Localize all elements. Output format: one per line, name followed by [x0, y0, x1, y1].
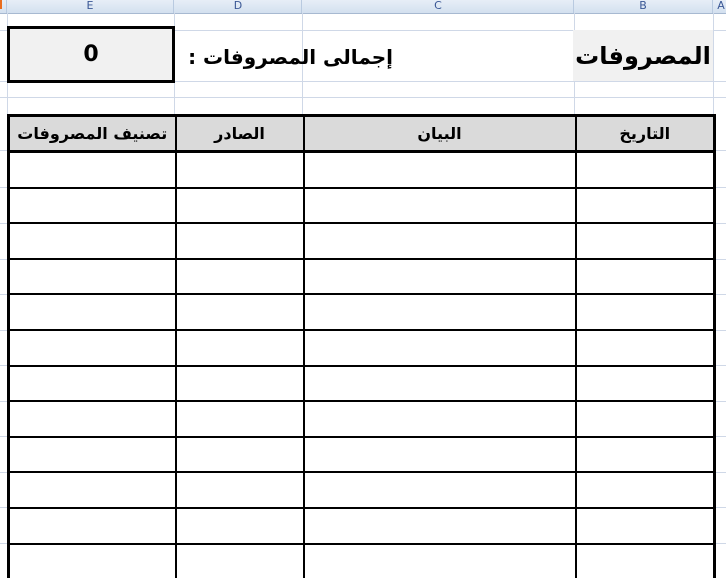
- header-date[interactable]: التاريخ: [576, 116, 715, 152]
- table-row: [9, 401, 715, 437]
- table-cell[interactable]: [304, 366, 576, 402]
- table-cell[interactable]: [9, 294, 176, 330]
- column-separator: [712, 0, 713, 13]
- column-separator: [173, 0, 174, 13]
- table-cell[interactable]: [304, 437, 576, 473]
- table-cell[interactable]: [176, 401, 304, 437]
- table-cell[interactable]: [9, 366, 176, 402]
- table-cell[interactable]: [9, 152, 176, 188]
- table-cell[interactable]: [576, 437, 715, 473]
- gridline: [0, 365, 7, 366]
- table-cell[interactable]: [9, 437, 176, 473]
- total-expenses-label: إجمالى المصروفات :: [188, 45, 393, 69]
- table-cell[interactable]: [576, 472, 715, 508]
- table-cell[interactable]: [304, 259, 576, 295]
- table-cell[interactable]: [176, 294, 304, 330]
- table-cell[interactable]: [304, 508, 576, 544]
- table-row: [9, 259, 715, 295]
- table-cell[interactable]: [304, 294, 576, 330]
- table-cell[interactable]: [576, 330, 715, 366]
- table-cell[interactable]: [176, 223, 304, 259]
- table-cell[interactable]: [304, 188, 576, 224]
- gridline: [0, 97, 726, 98]
- table-cell[interactable]: [304, 152, 576, 188]
- table-row: [9, 188, 715, 224]
- gridline: [0, 187, 7, 188]
- table-cell[interactable]: [9, 472, 176, 508]
- table-cell[interactable]: [176, 544, 304, 578]
- column-header-D[interactable]: D: [233, 0, 243, 12]
- sheet-title-cell[interactable]: المصروفات: [573, 30, 713, 81]
- table-cell[interactable]: [576, 259, 715, 295]
- table-cell[interactable]: [304, 223, 576, 259]
- table-cell[interactable]: [176, 366, 304, 402]
- table-cell[interactable]: [304, 472, 576, 508]
- table-cell[interactable]: [176, 437, 304, 473]
- corner-marker: [0, 0, 2, 9]
- table-cell[interactable]: [9, 330, 176, 366]
- table-cell[interactable]: [304, 544, 576, 578]
- table-row: [9, 152, 715, 188]
- gridline: [0, 436, 7, 437]
- gridline: [0, 507, 7, 508]
- column-header-C[interactable]: C: [434, 0, 442, 12]
- table-cell[interactable]: [9, 508, 176, 544]
- table-cell[interactable]: [576, 188, 715, 224]
- table-cell[interactable]: [176, 152, 304, 188]
- table-cell[interactable]: [576, 294, 715, 330]
- table-row: [9, 472, 715, 508]
- gridline: [0, 259, 7, 260]
- table-cell[interactable]: [576, 401, 715, 437]
- gridline: [0, 223, 7, 224]
- table-cell[interactable]: [176, 259, 304, 295]
- column-header-B[interactable]: B: [639, 0, 647, 12]
- gridline: [0, 543, 7, 544]
- table-cell[interactable]: [9, 544, 176, 578]
- table-cell[interactable]: [9, 188, 176, 224]
- table-cell[interactable]: [576, 508, 715, 544]
- table-cell[interactable]: [576, 366, 715, 402]
- column-separator: [301, 0, 302, 13]
- table-cell[interactable]: [304, 330, 576, 366]
- table-cell[interactable]: [176, 508, 304, 544]
- gridline: [0, 401, 7, 402]
- gridline: [0, 294, 7, 295]
- header-description[interactable]: البيان: [304, 116, 576, 152]
- column-header-A[interactable]: A: [717, 0, 725, 12]
- gridline: [0, 330, 7, 331]
- expenses-table: [7, 114, 716, 578]
- table-cell[interactable]: [576, 544, 715, 578]
- table-cell[interactable]: [176, 472, 304, 508]
- table-cell[interactable]: [9, 401, 176, 437]
- gridline: [0, 150, 7, 151]
- table-cell[interactable]: [304, 401, 576, 437]
- table-cell[interactable]: [9, 259, 176, 295]
- table-cell[interactable]: [576, 223, 715, 259]
- table-cell[interactable]: [176, 188, 304, 224]
- column-letter-header-row: [0, 0, 726, 14]
- table-row: [9, 544, 715, 578]
- total-expenses-value-box[interactable]: 0: [7, 26, 175, 83]
- gridline: [0, 472, 7, 473]
- table-cell[interactable]: [176, 330, 304, 366]
- table-row: [9, 223, 715, 259]
- column-header-E[interactable]: E: [86, 0, 94, 12]
- table-row: [9, 366, 715, 402]
- column-separator: [6, 0, 7, 13]
- column-separator: [573, 0, 574, 13]
- table-cell[interactable]: [9, 223, 176, 259]
- table-row: [9, 294, 715, 330]
- table-row: [9, 330, 715, 366]
- header-classification[interactable]: تصنيف المصروفات: [9, 116, 176, 152]
- table-row: [9, 508, 715, 544]
- expenses-table-header-row: [9, 116, 715, 152]
- table-cell[interactable]: [576, 152, 715, 188]
- table-row: [9, 437, 715, 473]
- header-outgoing[interactable]: الصادر: [176, 116, 304, 152]
